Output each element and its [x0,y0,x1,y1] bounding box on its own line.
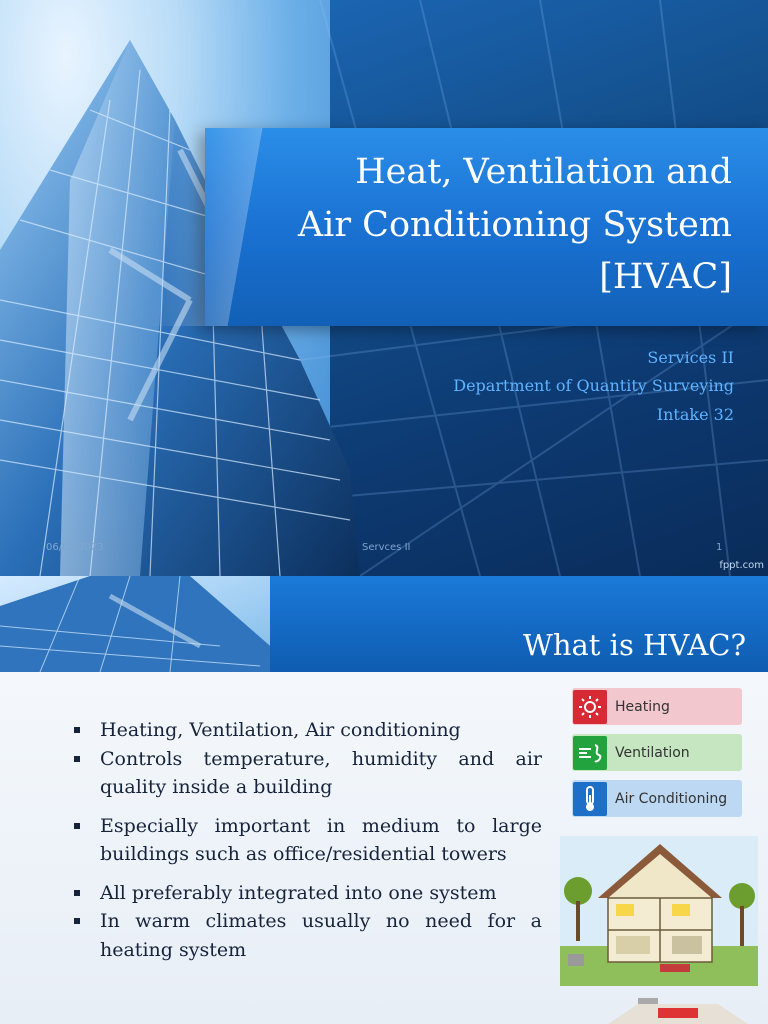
legend-label: Air Conditioning [615,790,728,807]
bullet-item: Heating, Ventilation, Air conditioning [70,716,542,745]
watermark: fppt.com [719,560,764,571]
legend-heating [572,688,742,725]
slide-title [298,146,732,304]
footer-page-number: 1 [716,542,723,553]
floor-vent-illustration [598,994,748,1024]
subtitle-intake: Intake 32 [656,404,734,424]
bullet-item: In warm climates usually no need for a heating system [70,907,542,964]
thermometer-icon [573,782,607,816]
subtitle-course: Services II [647,348,734,367]
bullet-item: Controls temperature, humidity and air quality inside a building [70,745,542,802]
bullet-item: Especially important in medium to large buildings such as office/residential towers [70,812,542,869]
sun-icon [573,690,607,724]
header-building-image [0,576,300,672]
title-line-2: Air Conditioning System [297,204,732,245]
hvac-legend [572,688,742,826]
legend-label: Ventilation [615,744,690,761]
subtitle-department: Department of Quantity Surveying [453,376,734,396]
legend-air-conditioning [572,780,742,817]
house-cutaway-illustration [560,836,758,986]
bullet-list [70,716,542,964]
title-line-1: Heat, Ventilation and [355,152,732,192]
footer-course: Servces II [362,542,411,553]
footer-date: 06/03/2023 [46,542,104,553]
slide-heading: What is HVAC? [523,628,746,662]
legend-ventilation [572,734,742,771]
content-slide [0,576,768,1024]
title-line-3: [HVAC] [599,257,732,297]
legend-label: Heating [615,698,670,715]
wind-icon [573,736,607,770]
slide-subtitle [453,344,734,429]
bullet-item: All preferably integrated into one system [70,879,542,908]
